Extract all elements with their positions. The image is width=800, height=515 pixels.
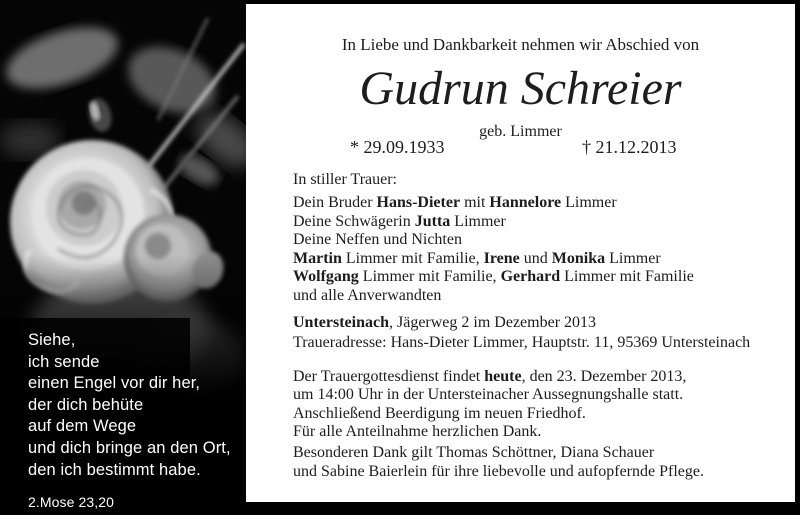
family-line: und alle Anverwandten	[293, 286, 442, 304]
family-line: Deine Schwägerin Jutta Limmer	[293, 212, 506, 230]
maiden-name: geb. Limmer	[479, 123, 562, 140]
service-line: Für alle Anteilnahme herzlichen Dank.	[293, 423, 542, 441]
verse-line: den ich bestimmt habe.	[28, 460, 201, 479]
thanks-block	[293, 444, 704, 481]
thanks-line: Besonderen Dank gilt Thomas Schöttner, Diana Schauer	[293, 444, 655, 461]
family-line: Wolfgang Limmer mit Familie, Gerhard Limmer mit Familie	[293, 268, 694, 286]
farewell-line: In Liebe und Dankbarkeit nehmen wir Abschied von	[341, 35, 700, 54]
service-line: Anschließend Beerdigung im neuen Friedhof.	[293, 404, 586, 422]
service-line: Der Trauergottesdienst findet heute, den 23. Dezember 2013,	[293, 368, 687, 385]
mourning-header: In stiller Trauer:	[293, 171, 397, 188]
family-line: Deine Neffen und Nichten	[293, 231, 462, 249]
obituary-notice	[246, 4, 795, 502]
deceased-name: Gudrun Schreier	[359, 62, 682, 115]
thanks-line: und Sabine Baierlein für ihre liebevolle und aufopfernde Pflege.	[293, 462, 704, 480]
address-line: Untersteinach, Jägerweg 2 im Dezember 2013	[293, 314, 597, 331]
verse-line: ich sende	[28, 352, 100, 371]
verse-line: auf dem Wege	[28, 417, 137, 436]
verse-line: Siehe,	[28, 331, 76, 349]
scripture-reference: 2.Mose 23,20	[28, 494, 115, 511]
verse-line: der dich behüte	[28, 395, 144, 414]
family-list	[293, 194, 694, 306]
address-line: Traueradresse: Hans-Dieter Limmer, Hauptstr. 11, 95369 Untersteinach	[293, 333, 751, 351]
death-date: † 21.12.2013	[582, 137, 677, 157]
memorial-photo-panel	[0, 0, 246, 510]
birth-date: * 29.09.1933	[350, 137, 445, 157]
service-line: um 14:00 Uhr in der Untersteinacher Aussegnungshalle statt.	[293, 386, 684, 404]
verse-line: und dich bringe an den Ort,	[28, 438, 231, 457]
address-block	[293, 313, 750, 353]
family-line: Dein Bruder Hans-Dieter mit Hannelore Limmer	[293, 194, 617, 211]
verse-line: einen Engel vor dir her,	[28, 374, 201, 393]
family-line: Martin Limmer mit Familie, Irene und Monika Limmer	[293, 249, 661, 267]
service-block	[293, 368, 686, 442]
scripture-verse	[28, 330, 238, 514]
